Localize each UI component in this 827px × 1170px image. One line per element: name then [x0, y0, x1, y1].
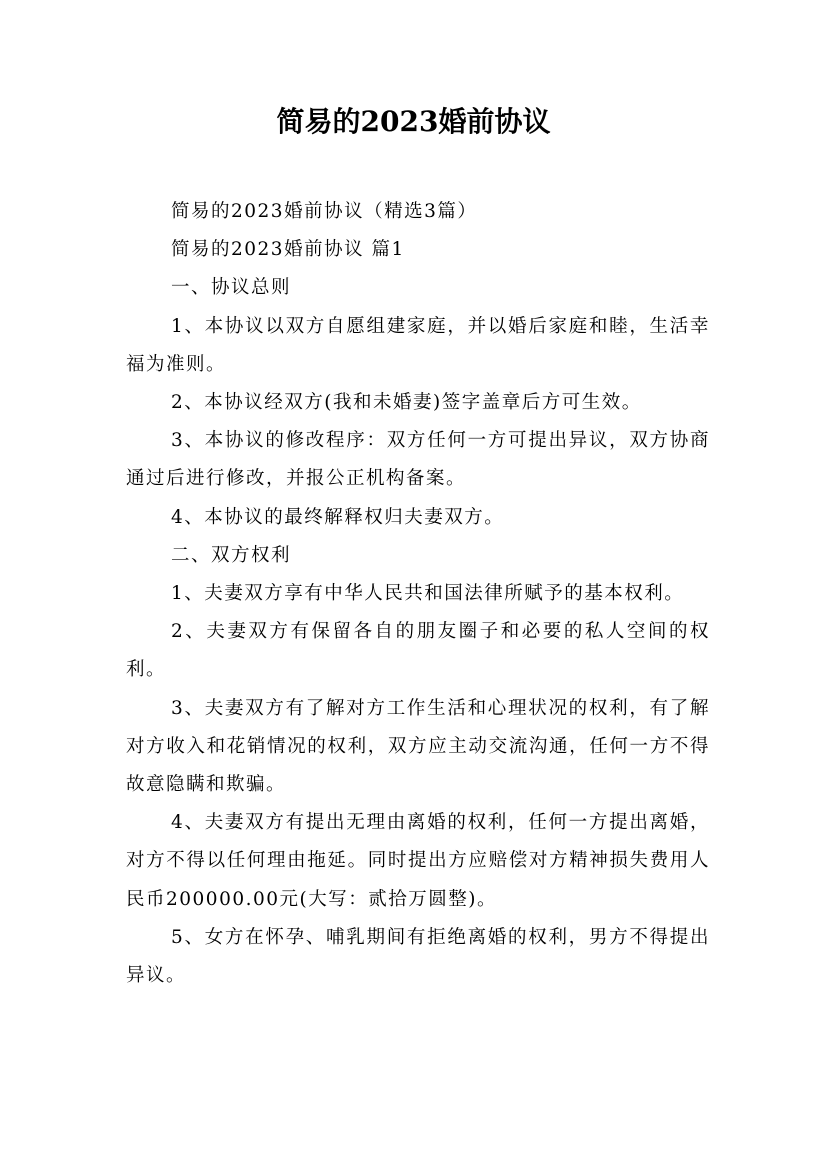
clause-paragraph: 3、本协议的修改程序：双方任何一方可提出异议，双方协商通过后进行修改，并报公正机构备案。: [126, 430, 710, 490]
section-heading-general: 一、协议总则: [171, 277, 292, 299]
document-body: [126, 193, 710, 995]
collection-heading: 简易的2023婚前协议（精选3篇）: [171, 201, 478, 222]
document-title: 简易的2023婚前协议: [276, 105, 551, 138]
article-heading: 简易的2023婚前协议 篇1: [171, 239, 405, 261]
clause-paragraph: 5、女方在怀孕、哺乳期间有拒绝离婚的权利，男方不得提出异议。: [126, 926, 710, 987]
clause-paragraph: 1、夫妻双方享有中华人民共和国法律所赋予的基本权利。: [171, 583, 685, 605]
section-heading-rights: 二、双方权利: [171, 544, 292, 566]
clause-paragraph: 4、夫妻双方有提出无理由离婚的权利，任何一方提出离婚，对方不得以任何理由拖延。同时提出方应赔偿对方精神损失费用人民币200000.00元(大写：贰拾万圆整)。: [126, 812, 710, 910]
clause-paragraph: 4、本协议的最终解释权归夫妻双方。: [171, 506, 505, 528]
clause-paragraph: 3、夫妻双方有了解对方工作生活和心理状况的权利，有了解对方收入和花销情况的权利，双方应主动交流沟通，任何一方不得故意隐瞒和欺骗。: [126, 697, 710, 796]
clause-paragraph: 2、本协议经双方(我和未婚妻)签字盖章后方可生效。: [171, 392, 642, 414]
clause-paragraph: 2、夫妻双方有保留各自的朋友圈子和必要的私人空间的权利。: [126, 621, 710, 681]
clause-paragraph: 1、本协议以双方自愿组建家庭，并以婚后家庭和睦，生活幸福为准则。: [126, 315, 710, 375]
